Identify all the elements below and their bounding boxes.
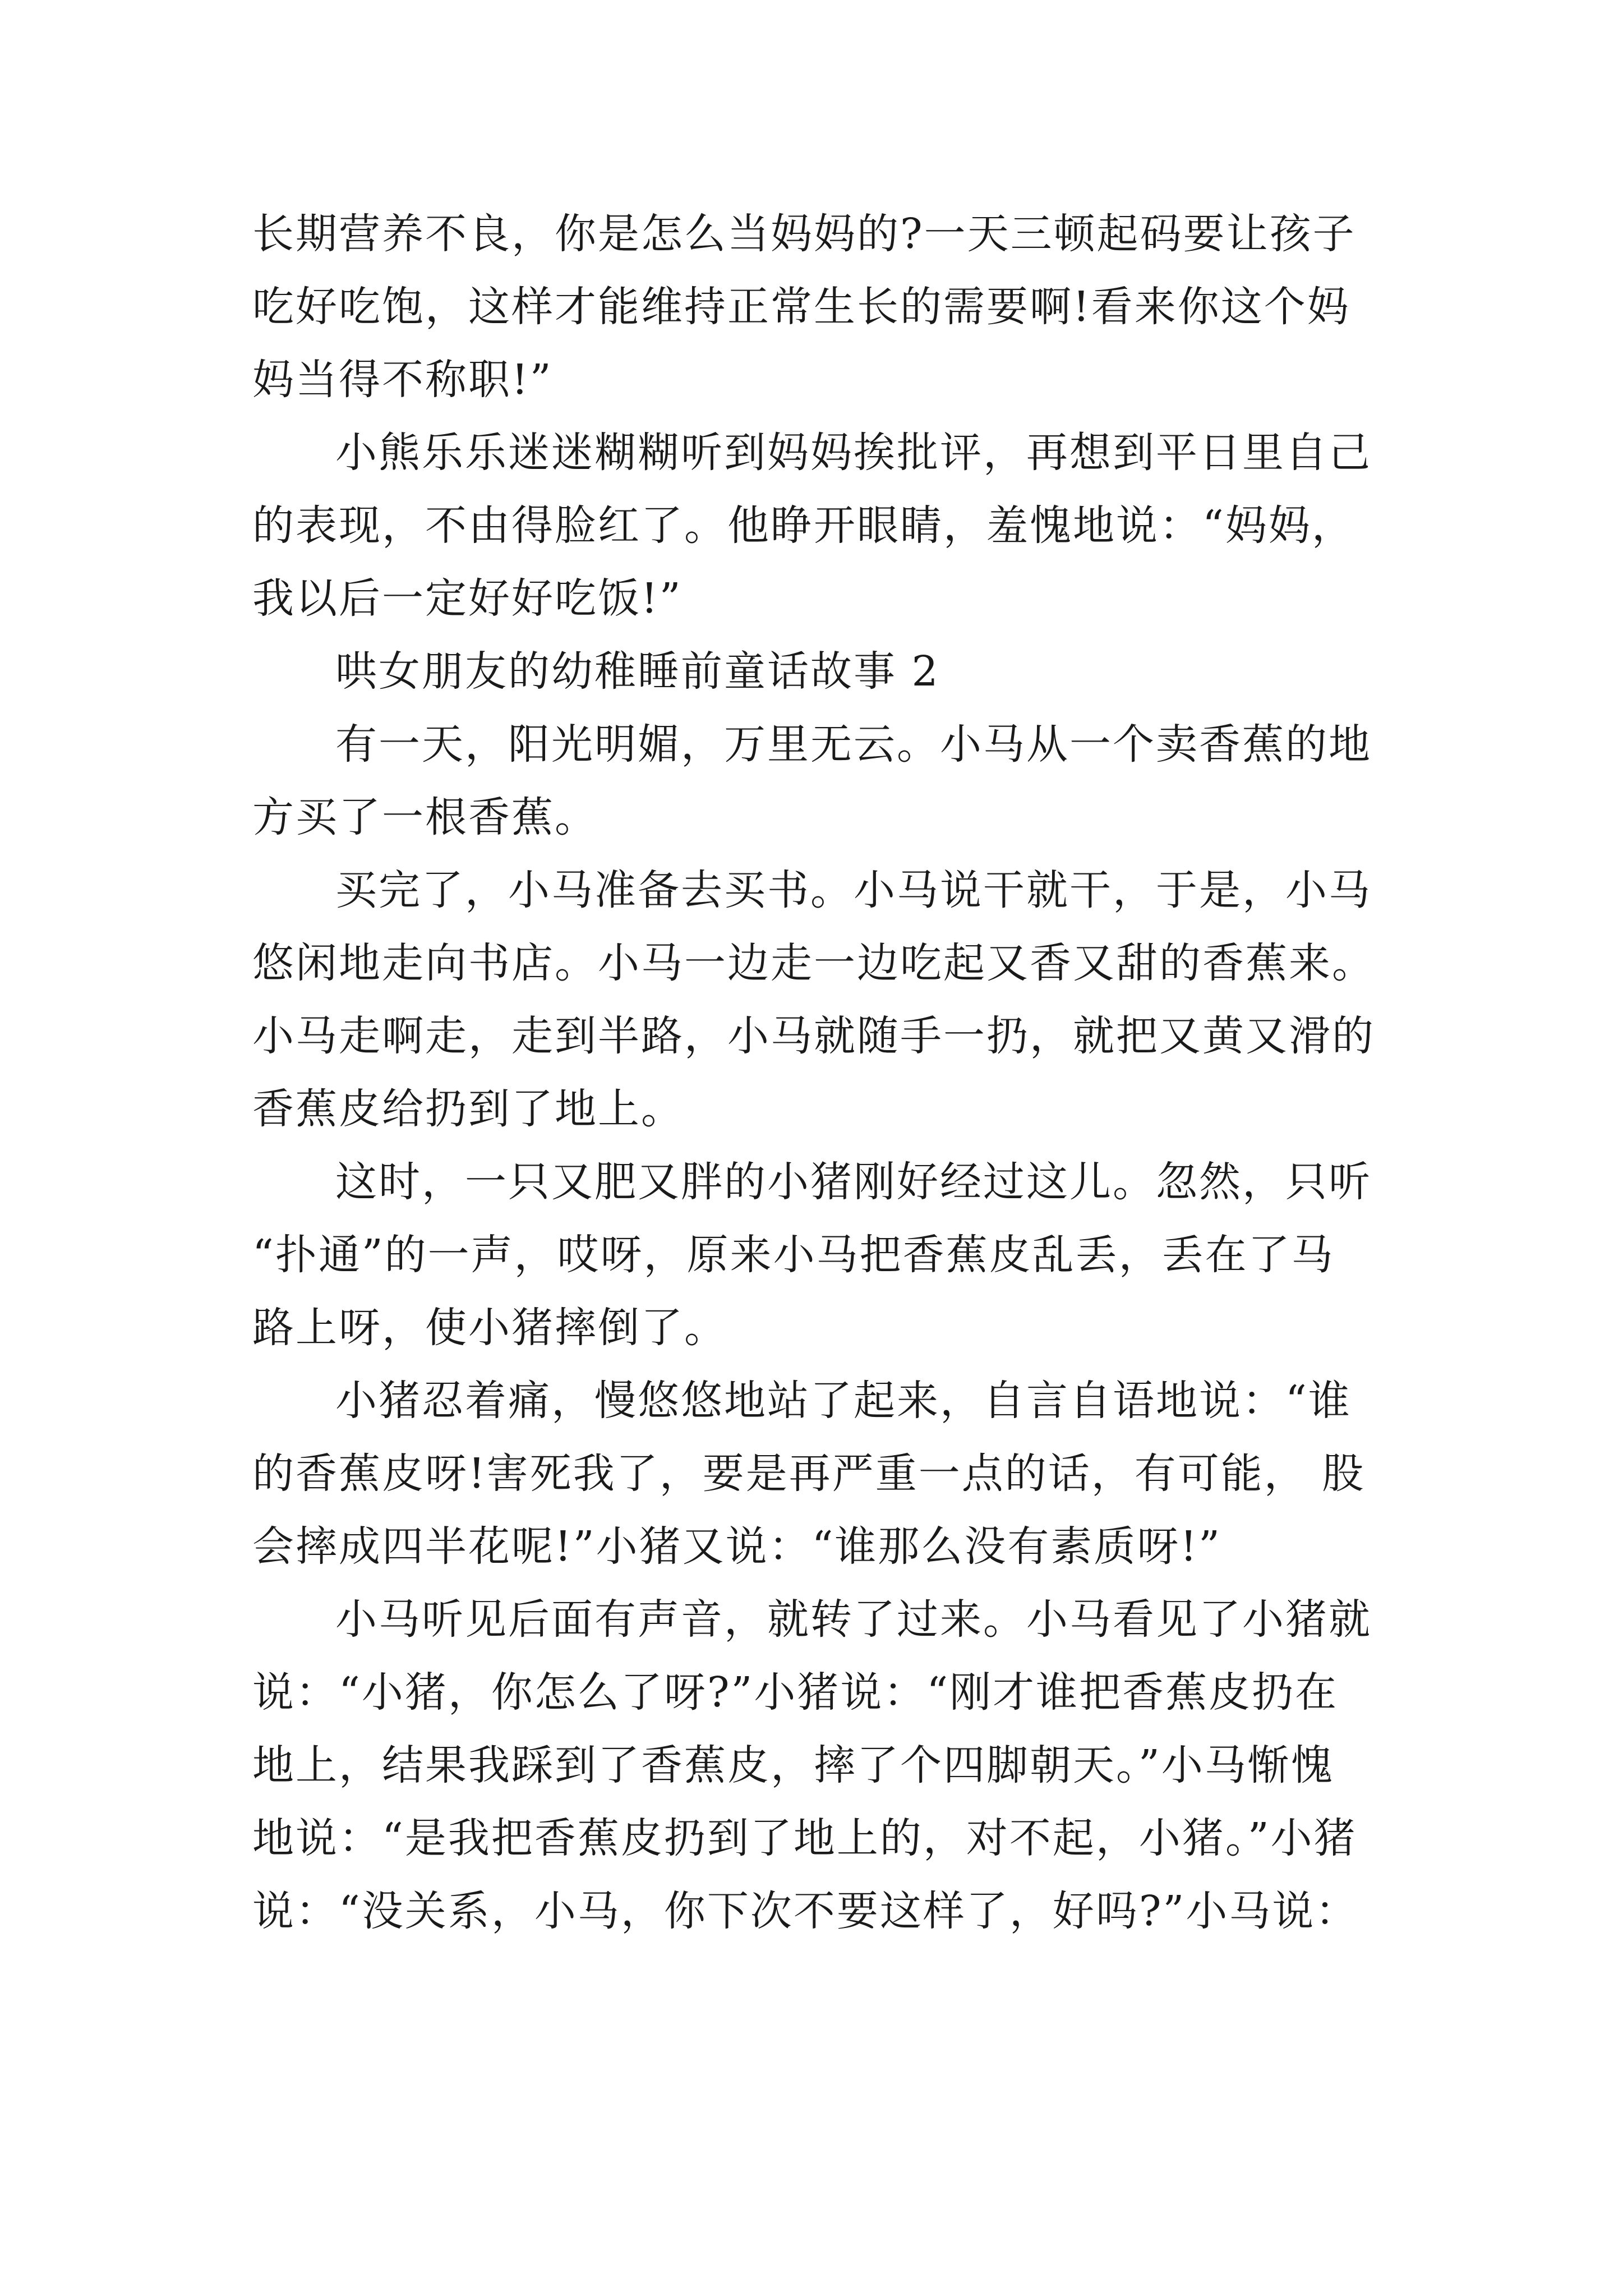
- text-line: 吃好吃饱，这样才能维持正常生长的需要啊!看来你这个妈: [252, 283, 1350, 331]
- text-line: 买完了，小马准备去买书。小马说干就干，于是，小马: [335, 866, 1372, 914]
- text-line: 香蕉皮给扔到了地上。: [252, 1085, 684, 1133]
- text-line: 小马听见后面有声音，就转了过来。小马看见了小猪就: [335, 1595, 1372, 1644]
- text-line: 这时，一只又肥又胖的小猪刚好经过这儿。忽然，只听: [335, 1158, 1372, 1206]
- text-line: 方买了一根香蕉。: [252, 793, 598, 841]
- text-line: 地说：“是我把香蕉皮扔到了地上的，对不起，小猪。”小猪: [252, 1814, 1357, 1862]
- text-line: 有一天，阳光明媚，万里无云。小马从一个卖香蕉的地: [335, 720, 1372, 769]
- text-line: 说：“没关系，小马，你下次不要这样了，好吗?”小马说：: [252, 1887, 1359, 1935]
- text-line: 会摔成四半花呢!”小猪又说：“谁那么没有素质呀!”: [252, 1522, 1221, 1571]
- text-line: 哄女朋友的幼稚睡前童话故事 2: [335, 647, 940, 696]
- text-line: 小马走啊走，走到半路，小马就随手一扔，就把又黄又滑的: [252, 1012, 1375, 1060]
- text-line: 地上，结果我踩到了香蕉皮，摔了个四脚朝天。”小马惭愧: [252, 1741, 1334, 1789]
- text-line: 我以后一定好好吃饭!”: [252, 574, 683, 623]
- text-line: 的表现，不由得脸红了。他睁开眼睛，羞愧地说：“妈妈，: [252, 501, 1355, 550]
- text-line: 说：“小猪，你怎么了呀?”小猪说：“刚才谁把香蕉皮扔在: [252, 1668, 1339, 1717]
- text-line: 路上呀，使小猪摔倒了。: [252, 1304, 727, 1352]
- text-line: 妈当得不称职!”: [252, 356, 553, 404]
- text-line: 的香蕉皮呀!害死我了，要是再严重一点的话，有可能， 股: [252, 1450, 1366, 1498]
- text-line: 悠闲地走向书店。小马一边走一边吃起又香又甜的香蕉来。: [252, 939, 1375, 987]
- document-body: [252, 197, 1402, 1948]
- text-line: 小熊乐乐迷迷糊糊听到妈妈挨批评，再想到平日里自己: [335, 429, 1372, 477]
- text-line: 长期营养不良，你是怎么当妈妈的?一天三顿起码要让孩子: [252, 210, 1356, 258]
- text-line: “扑通”的一声，哎呀，原来小马把香蕉皮乱丢，丢在了马: [252, 1231, 1335, 1279]
- text-line: 小猪忍着痛，慢悠悠地站了起来，自言自语地说：“谁: [335, 1377, 1352, 1425]
